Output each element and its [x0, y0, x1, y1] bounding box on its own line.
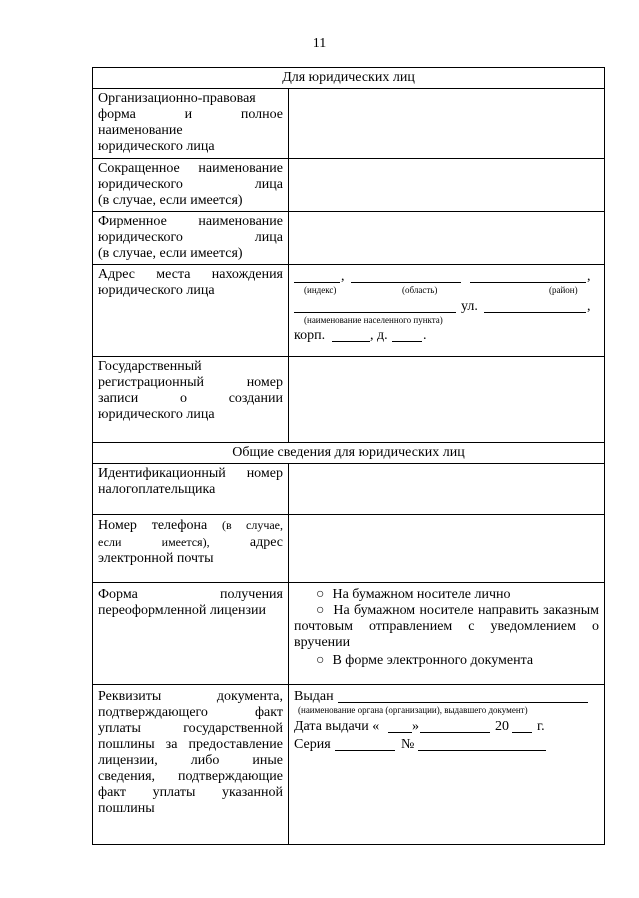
comma: ,: [341, 269, 345, 284]
table-row: [93, 357, 605, 443]
phone-email-value-cell[interactable]: [289, 515, 605, 583]
korp-label: корп.: [294, 328, 326, 343]
label-line: лицензии, либо иные: [98, 753, 283, 768]
number-field[interactable]: [418, 737, 546, 751]
district-field[interactable]: [470, 269, 586, 283]
year-field[interactable]: [512, 719, 532, 733]
settlement-caption: (наименование населенного пункта): [304, 315, 443, 325]
date-row: [294, 719, 599, 735]
inn-label: [93, 464, 289, 515]
label-line: Сокращенное наименование: [98, 161, 283, 176]
region-field[interactable]: [351, 269, 461, 283]
label-line: если имеется), адрес: [98, 535, 284, 550]
option-paper-mail[interactable]: [294, 603, 599, 651]
option-paper-personal[interactable]: [294, 587, 599, 603]
number-label: №: [401, 737, 415, 752]
label-line: юридического лица: [98, 139, 215, 154]
label-line: Форма получения: [98, 587, 283, 602]
series-row: [294, 737, 599, 753]
label-line: записи о создании: [98, 391, 283, 406]
org-form-value-cell[interactable]: [289, 89, 605, 159]
dot: .: [423, 328, 427, 343]
label-line: (в случае, если имеется): [98, 246, 243, 261]
address-captions-1: [294, 285, 599, 296]
brand-name-label: [93, 212, 289, 265]
label-line: подтверждающего факт: [98, 705, 283, 720]
section2-header-row: [93, 443, 605, 464]
radio-icon[interactable]: ○: [316, 603, 326, 618]
address-captions-2: [294, 315, 599, 326]
section2-title: Общие сведения для юридических лиц: [93, 443, 605, 464]
table-row: [93, 159, 605, 212]
table-row: [93, 212, 605, 265]
label-line: Адрес места нахождения: [98, 267, 283, 282]
label-line: наименование: [98, 123, 183, 138]
org-form-label: [93, 89, 289, 159]
table-row: [93, 265, 605, 357]
issued-label: Выдан: [294, 689, 334, 704]
short-name-value-cell[interactable]: [289, 159, 605, 212]
label-line: переоформленной лицензии: [98, 603, 267, 618]
issued-caption: (наименование органа (организации), выдавшего документ): [298, 705, 528, 715]
option-label: На бумажном носителе направить заказным почтовым отправлением с уведомлением о вручении: [294, 603, 599, 650]
label-line: юридического лица: [98, 177, 283, 192]
comma: ,: [587, 299, 591, 314]
brand-name-value-cell[interactable]: [289, 212, 605, 265]
settlement-field[interactable]: [294, 299, 456, 313]
payment-requisites-label: [93, 685, 289, 845]
receipt-form-label: [93, 583, 289, 685]
index-caption: (индекс): [304, 285, 337, 295]
label-line: юридического лица: [98, 283, 215, 298]
payment-requisites-cell: [289, 685, 605, 845]
section1-title: Для юридических лиц: [93, 68, 605, 89]
address-value-cell: [289, 265, 605, 357]
day-field[interactable]: [388, 719, 412, 733]
radio-icon[interactable]: ○: [316, 587, 325, 602]
street-field[interactable]: [484, 299, 586, 313]
date-label: Дата выдачи «: [294, 719, 380, 734]
year-suffix: г.: [537, 719, 545, 734]
label-line: электронной почты: [98, 551, 214, 566]
label-line: форма и полное: [98, 107, 283, 122]
label-line: сведения, подтверждающие: [98, 769, 283, 784]
label-line: регистрационный номер: [98, 375, 283, 390]
option-label: На бумажном носителе лично: [332, 587, 511, 602]
label-line: пошлины: [98, 801, 155, 816]
page-number: 11: [312, 36, 327, 51]
table-row: [93, 515, 605, 583]
address-label: [93, 265, 289, 357]
address-line-3: [294, 328, 599, 344]
label-line: Фирменное наименование: [98, 214, 283, 229]
phone-email-label: [93, 515, 289, 583]
receipt-options-cell: [289, 583, 605, 685]
registration-number-label: [93, 357, 289, 443]
legal-entity-form: [92, 67, 605, 845]
house-field[interactable]: [392, 328, 422, 342]
label-line: факт уплаты указанной: [98, 785, 283, 800]
registration-number-value-cell[interactable]: [289, 357, 605, 443]
label-line: юридического лица: [98, 230, 283, 245]
issued-caption-row: [294, 705, 599, 716]
label-line: Реквизиты документа,: [98, 689, 283, 704]
label-line: Государственный: [98, 359, 202, 374]
issued-row: [294, 689, 599, 705]
option-label: В форме электронного документа: [332, 653, 534, 668]
comma: ,: [587, 269, 591, 284]
korp-field[interactable]: [332, 328, 370, 342]
table-row: [93, 685, 605, 845]
table-row: [93, 89, 605, 159]
table-row: [93, 583, 605, 685]
label-line: налогоплательщика: [98, 482, 216, 497]
label-line: Номер телефона (в случае,: [98, 518, 284, 533]
label-line: юридического лица: [98, 407, 215, 422]
radio-icon[interactable]: ○: [316, 653, 325, 668]
label-line: пошлины за предоставление: [98, 737, 283, 752]
option-electronic[interactable]: [294, 653, 599, 669]
label-line: уплаты государственной: [98, 721, 283, 736]
label-line: Организационно-правовая: [98, 91, 256, 106]
index-field[interactable]: [294, 269, 340, 283]
series-field[interactable]: [335, 737, 395, 751]
address-line-2: [294, 299, 599, 315]
address-line-1: [294, 269, 599, 285]
inn-value-cell[interactable]: [289, 464, 605, 515]
district-caption: (район): [549, 285, 578, 295]
date-quote: »: [412, 719, 419, 734]
short-name-label: [93, 159, 289, 212]
region-caption: (область): [402, 285, 438, 295]
month-field[interactable]: [420, 719, 490, 733]
house-label: , д.: [370, 328, 388, 343]
street-label: ул.: [461, 299, 478, 314]
year-prefix: 20: [495, 719, 509, 734]
label-line: Идентификационный номер: [98, 466, 283, 481]
series-label: Серия: [294, 737, 331, 752]
section1-header-row: [93, 68, 605, 89]
label-line: (в случае, если имеется): [98, 193, 243, 208]
issued-by-field[interactable]: [338, 689, 588, 703]
table-row: [93, 464, 605, 515]
